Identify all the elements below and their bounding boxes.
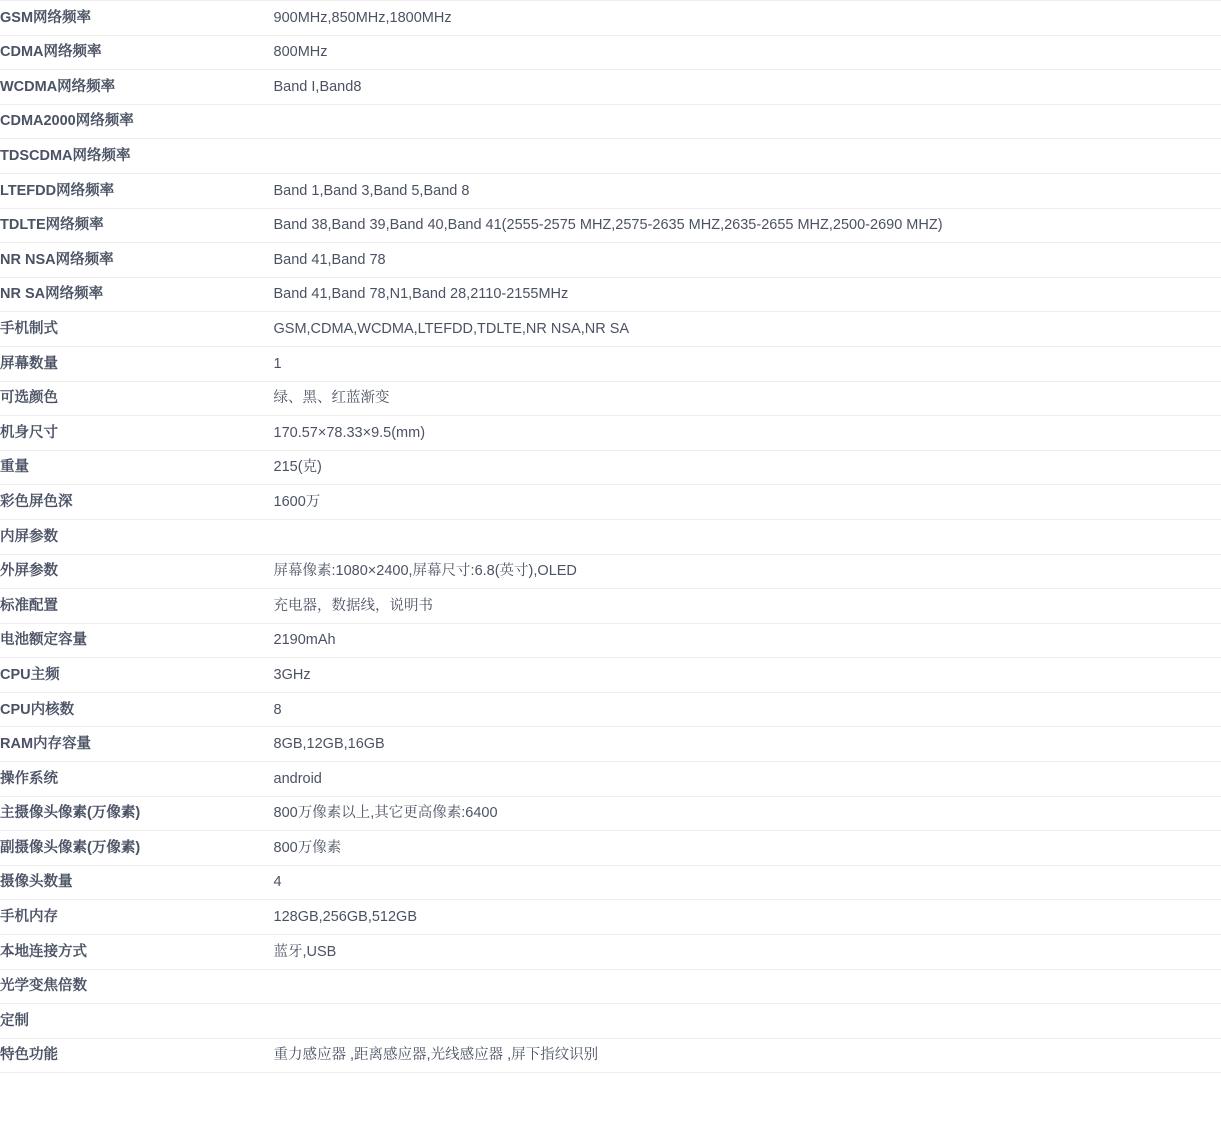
spec-value (274, 104, 1221, 139)
spec-value: 128GB,256GB,512GB (274, 900, 1221, 935)
bottom-spacer (0, 1073, 1221, 1111)
spec-value: Band 1,Band 3,Band 5,Band 8 (274, 173, 1221, 208)
spec-label: TDSCDMA网络频率 (0, 139, 274, 174)
spec-label: 手机制式 (0, 312, 274, 347)
spec-value: 绿、黑、红蓝渐变 (274, 381, 1221, 416)
spec-value: Band 38,Band 39,Band 40,Band 41(2555-2575 MHZ,2575-2635 MHZ,2635-2655 MHZ,2500-2690 MHZ) (274, 208, 1221, 243)
table-row (0, 243, 1221, 278)
spec-value: 充电器，数据线，说明书 (274, 589, 1221, 624)
spec-label: 副摄像头像素(万像素) (0, 831, 274, 866)
table-row (0, 312, 1221, 347)
table-row (0, 450, 1221, 485)
table-row (0, 658, 1221, 693)
spec-value: 800MHz (274, 35, 1221, 70)
spec-value (274, 1004, 1221, 1039)
spec-label: GSM网络频率 (0, 1, 274, 36)
spec-value: 1 (274, 346, 1221, 381)
table-row (0, 623, 1221, 658)
table-row (0, 1038, 1221, 1073)
spec-label: 摄像头数量 (0, 865, 274, 900)
spec-value: 屏幕像素:1080×2400,屏幕尺寸:6.8(英寸),OLED (274, 554, 1221, 589)
spec-label: 标准配置 (0, 589, 274, 624)
spec-label: 重量 (0, 450, 274, 485)
table-row (0, 173, 1221, 208)
table-row (0, 485, 1221, 520)
spec-label: LTEFDD网络频率 (0, 173, 274, 208)
spec-label: CPU内核数 (0, 692, 274, 727)
spec-label: TDLTE网络频率 (0, 208, 274, 243)
table-row (0, 416, 1221, 451)
spec-label: CDMA网络频率 (0, 35, 274, 70)
spec-value: 170.57×78.33×9.5(mm) (274, 416, 1221, 451)
table-row (0, 831, 1221, 866)
spec-value: 2190mAh (274, 623, 1221, 658)
table-row (0, 727, 1221, 762)
table-row (0, 900, 1221, 935)
spec-label: 本地连接方式 (0, 935, 274, 970)
spec-value: 1600万 (274, 485, 1221, 520)
spec-value: 3GHz (274, 658, 1221, 693)
spec-value (274, 519, 1221, 554)
spec-label: 外屏参数 (0, 554, 274, 589)
spec-value: Band 41,Band 78,N1,Band 28,2110-2155MHz (274, 277, 1221, 312)
spec-label: NR NSA网络频率 (0, 243, 274, 278)
spec-value: Band 41,Band 78 (274, 243, 1221, 278)
table-row (0, 865, 1221, 900)
spec-label: 机身尺寸 (0, 416, 274, 451)
spec-value (274, 969, 1221, 1004)
table-row (0, 70, 1221, 105)
spec-value: 8 (274, 692, 1221, 727)
table-row (0, 796, 1221, 831)
table-row (0, 381, 1221, 416)
table-row (0, 935, 1221, 970)
spec-label: 内屏参数 (0, 519, 274, 554)
spec-label: 屏幕数量 (0, 346, 274, 381)
spec-label: 可选颜色 (0, 381, 274, 416)
spec-label: 彩色屏色深 (0, 485, 274, 520)
spec-value: GSM,CDMA,WCDMA,LTEFDD,TDLTE,NR NSA,NR SA (274, 312, 1221, 347)
table-row (0, 692, 1221, 727)
specification-table-body (0, 1, 1221, 1073)
spec-value: 900MHz,850MHz,1800MHz (274, 1, 1221, 36)
spec-label: RAM内存容量 (0, 727, 274, 762)
spec-value: 8GB,12GB,16GB (274, 727, 1221, 762)
spec-label: 定制 (0, 1004, 274, 1039)
spec-value (274, 139, 1221, 174)
table-row (0, 277, 1221, 312)
spec-value: 800万像素以上,其它更高像素:6400 (274, 796, 1221, 831)
spec-value: 4 (274, 865, 1221, 900)
spec-value: android (274, 762, 1221, 797)
spec-label: NR SA网络频率 (0, 277, 274, 312)
table-row (0, 1004, 1221, 1039)
table-row (0, 35, 1221, 70)
table-row (0, 346, 1221, 381)
table-row (0, 1, 1221, 36)
spec-label: 操作系统 (0, 762, 274, 797)
table-row (0, 554, 1221, 589)
spec-label: 特色功能 (0, 1038, 274, 1073)
spec-label: 电池额定容量 (0, 623, 274, 658)
spec-value: 215(克) (274, 450, 1221, 485)
spec-value: 800万像素 (274, 831, 1221, 866)
table-row (0, 104, 1221, 139)
table-row (0, 519, 1221, 554)
table-row (0, 139, 1221, 174)
spec-label: 光学变焦倍数 (0, 969, 274, 1004)
spec-label: WCDMA网络频率 (0, 70, 274, 105)
table-row (0, 762, 1221, 797)
spec-value: Band I,Band8 (274, 70, 1221, 105)
spec-value: 蓝牙,USB (274, 935, 1221, 970)
table-row (0, 969, 1221, 1004)
spec-label: CDMA2000网络频率 (0, 104, 274, 139)
table-row (0, 208, 1221, 243)
spec-label: 主摄像头像素(万像素) (0, 796, 274, 831)
spec-label: 手机内存 (0, 900, 274, 935)
spec-value: 重力感应器 ,距离感应器,光线感应器 ,屏下指纹识别 (274, 1038, 1221, 1073)
table-row (0, 589, 1221, 624)
spec-label: CPU主频 (0, 658, 274, 693)
